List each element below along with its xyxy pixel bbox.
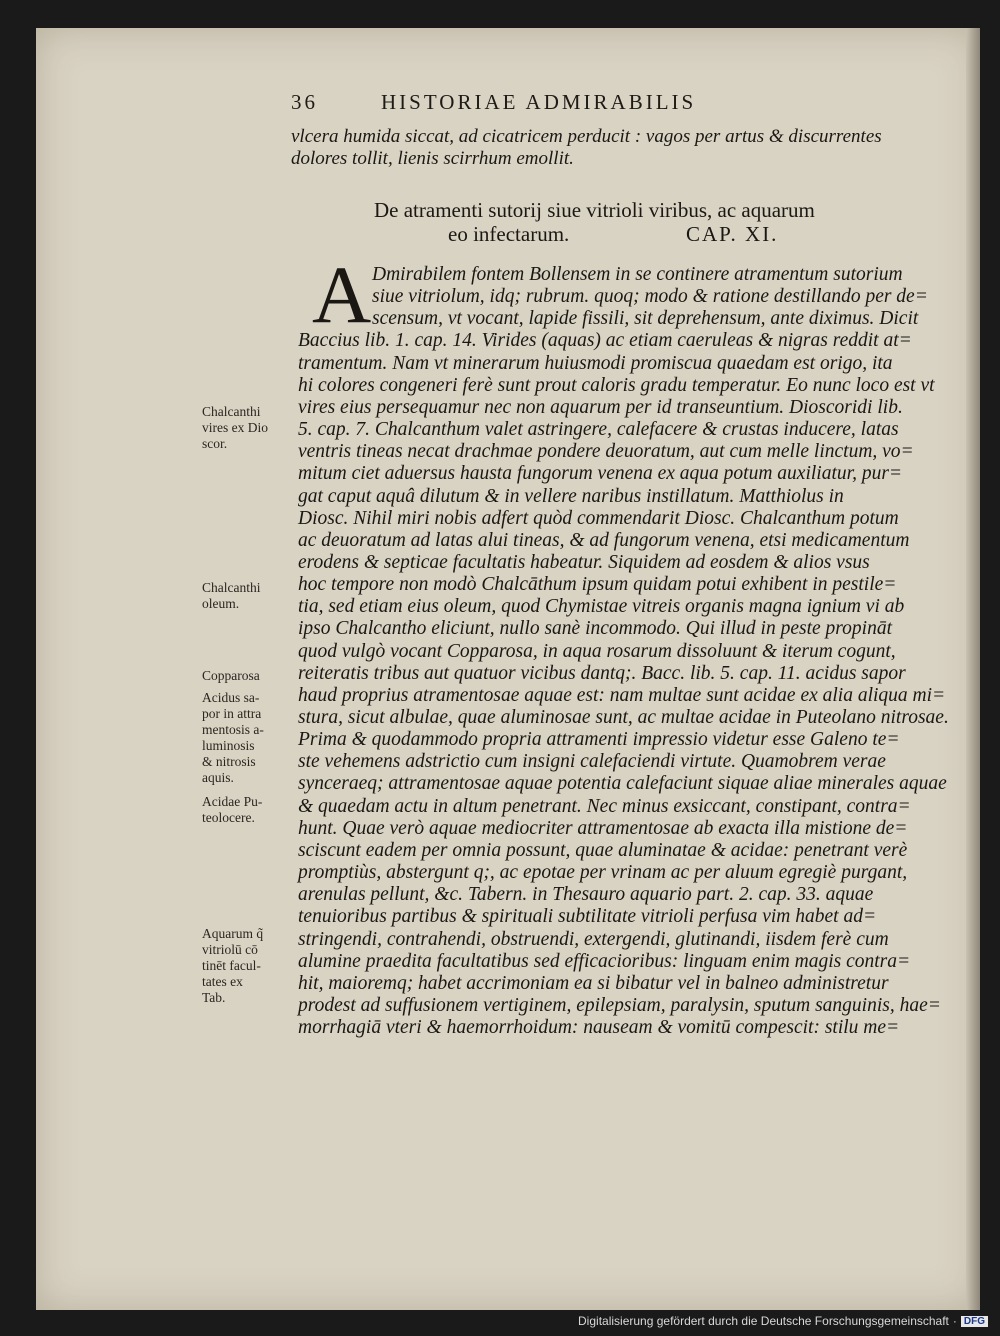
page-number: 36: [291, 90, 318, 114]
book-page: [36, 28, 980, 1310]
body-line: ac deuoratum ad latas alui tineas, & ad fungorum venena, etsi medicamentum: [298, 529, 910, 551]
margin-line: mentosis a-: [202, 722, 264, 737]
body-line: stura, sicut albulae, quae aluminosae sunt, ac multae acidae in Puteolano nitrosae.: [298, 707, 949, 728]
body-line: hi colores congeneri ferè sunt prout caloris gradu temperatur. Eo nunc loco est vt: [298, 374, 935, 396]
body-line: gat caput aquâ dilutum & in vellere naribus instillatum. Matthiolus in: [298, 485, 844, 507]
body-line: scensum, vt vocant, lapide fissili, sit deprehensum, ante diximus. Dicit: [372, 308, 919, 330]
body-line: Baccius lib. 1. cap. 14. Virides (aquas) ac etiam caeruleas & nigras reddit at=: [298, 330, 912, 352]
marginal-note-2: [202, 580, 260, 612]
body-line: erodens & septicae facultatis habeatur. Siquidem ad eosdem & alios vsus: [298, 551, 870, 573]
margin-line: Tab.: [202, 990, 226, 1005]
body-line: synceraeq; attramentosae aquae potentia calefaciunt siquae aliae minerales aquae: [298, 773, 947, 795]
marginal-note-4: [202, 690, 264, 786]
body-line: siue vitriolum, idq; rubrum. quoq; modo & ratione destillando per de=: [372, 286, 928, 308]
body-line: vires eius persequamur nec non aquarum per id transeuntium. Dioscoridi lib.: [298, 396, 903, 418]
chapter-title-line1: De atramenti sutorij siue vitrioli viribus, ac aquarum: [374, 198, 815, 222]
chapter-title-line2: eo infectarum.: [448, 222, 570, 246]
margin-line: tinēt facul-: [202, 958, 261, 973]
body-line: alumine praedita facultatibus sed efficacioribus: linguam enim magis contra=: [298, 950, 911, 972]
body-line: arenulas pellunt, &c. Tabern. in Thesauro aquario part. 2. cap. 33. aquae: [298, 884, 874, 906]
drop-cap: A: [312, 249, 372, 340]
body-line: Prima & quodammodo propria attramenti impressio videtur esse Galeno te=: [298, 729, 900, 751]
footer-text: Digitalisierung gefördert durch die Deutsche Forschungsgemeinschaft: [578, 1314, 949, 1328]
body-line: ipso Chalcantho eliciunt, nullo sanè incommodo. Qui illud in peste propināt: [298, 618, 892, 640]
margin-line: Copparosa: [202, 668, 260, 683]
body-line: sciscunt eadem per omnia possunt, quae aluminatae & acidae: penetrant verè: [298, 839, 908, 861]
margin-line: & nitrosis: [202, 754, 256, 769]
margin-line: aquis.: [202, 770, 234, 785]
margin-line: teolocere.: [202, 810, 255, 825]
body-line: hit, maioremq; habet accrimoniam ea si bibatur vel in balneo administretur: [298, 972, 889, 994]
body-line: reiteratis tribus aut quatuor vicibus dantq;. Bacc. lib. 5. cap. 11. acidus sapor: [298, 662, 906, 684]
margin-line: scor.: [202, 436, 228, 451]
body-line: Dmirabilem fontem Bollensem in se continere atramentum sutorium: [372, 264, 903, 285]
margin-line: vitriolū cō: [202, 942, 258, 957]
marginal-note-1: [202, 404, 268, 452]
body-line: stringendi, contrahendi, obstruendi, extergendi, glutinandi, iisdem ferè cum: [298, 928, 889, 950]
body-line: haud proprius atramentosae aquae est: nam multae sunt acidae ex alia aliqua mi=: [298, 684, 946, 706]
body-line: morrhagiā vteri & haemorrhoidum: nauseam & vomitū compescit: stilu me=: [298, 1017, 900, 1039]
margin-line: tates ex: [202, 974, 243, 989]
margin-line: por in attra: [202, 706, 262, 721]
marginal-note-3: [202, 668, 260, 684]
margin-line: oleum.: [202, 596, 240, 611]
margin-line: luminosis: [202, 738, 255, 753]
body-line: ventris tineas necat drachmae pondere deuoratum, aut cum melle linctum, vo=: [298, 441, 914, 463]
body-line: tia, sed etiam eius oleum, quod Chymistae vitreis organis magna ignium vi ab: [298, 596, 905, 618]
body-line: ste vehemens adstrictio cum insigni calefaciendi virtute. Quamobrem verae: [298, 751, 886, 773]
body-line: hoc tempore non modò Chalcāthum ipsum quidam potui exhibent in pestile=: [298, 574, 897, 596]
body-line: tramentum. Nam vt minerarum huiusmodi promiscua quaedam est origo, ita: [298, 352, 893, 374]
body-line: tenuioribus partibus & spirituali subtilitate vitrioli perfusa vim habet ad=: [298, 906, 877, 928]
margin-line: Acidus sa-: [202, 690, 260, 705]
intro-line: vlcera humida siccat, ad cicatricem perducit : vagos per artus & discurrentes: [291, 126, 882, 147]
margin-line: Acidae Pu-: [202, 794, 263, 809]
body-line: prodest ad suffusionem vertiginem, epilepsiam, paralysin, sputum sanguinis, hae=: [298, 994, 941, 1016]
dfg-logo: DFG: [961, 1316, 988, 1327]
page-spine-shadow: [966, 28, 980, 1310]
body-line: promptiùs, abstergunt q;, ac epotae per vrinam ac per aluum egregiè purgant,: [298, 862, 908, 884]
body-line: mitum ciet aduersus hausta fungorum venena ex aqua potum auxiliatur, pur=: [298, 463, 903, 485]
chapter-number: CAP. XI.: [686, 222, 779, 246]
marginal-note-5: [202, 794, 262, 826]
margin-line: Aquarum q̃: [202, 926, 264, 941]
running-head: HISTORIAE ADMIRABILIS: [381, 90, 697, 114]
margin-line: Chalcanthi: [202, 580, 261, 595]
body-line: quod vulgò vocant Copparosa, in aqua rosarum dissoluunt & iterum cogunt,: [298, 640, 896, 662]
digitization-footer: Digitalisierung gefördert durch die Deutsche Forschungsgemeinschaft · DFG: [578, 1314, 988, 1328]
intro-line: dolores tollit, lienis scirrhum emollit.: [291, 148, 574, 169]
marginal-note-6: [202, 926, 263, 1006]
body-line: Diosc. Nihil miri nobis adfert quòd commendarit Diosc. Chalcanthum potum: [298, 507, 899, 529]
body-line: hunt. Quae verò aquae mediocriter attramentosae ab exacta illa mistione de=: [298, 817, 908, 839]
margin-line: vires ex Dio: [202, 420, 268, 435]
body-line: 5. cap. 7. Chalcanthum valet astringere, calefacere & crustas inducere, latas: [298, 419, 899, 441]
body-line: & quaedam actu in altum penetrant. Nec minus exsiccant, constipant, contra=: [298, 795, 911, 817]
page-header: [291, 90, 851, 118]
margin-line: Chalcanthi: [202, 404, 261, 419]
